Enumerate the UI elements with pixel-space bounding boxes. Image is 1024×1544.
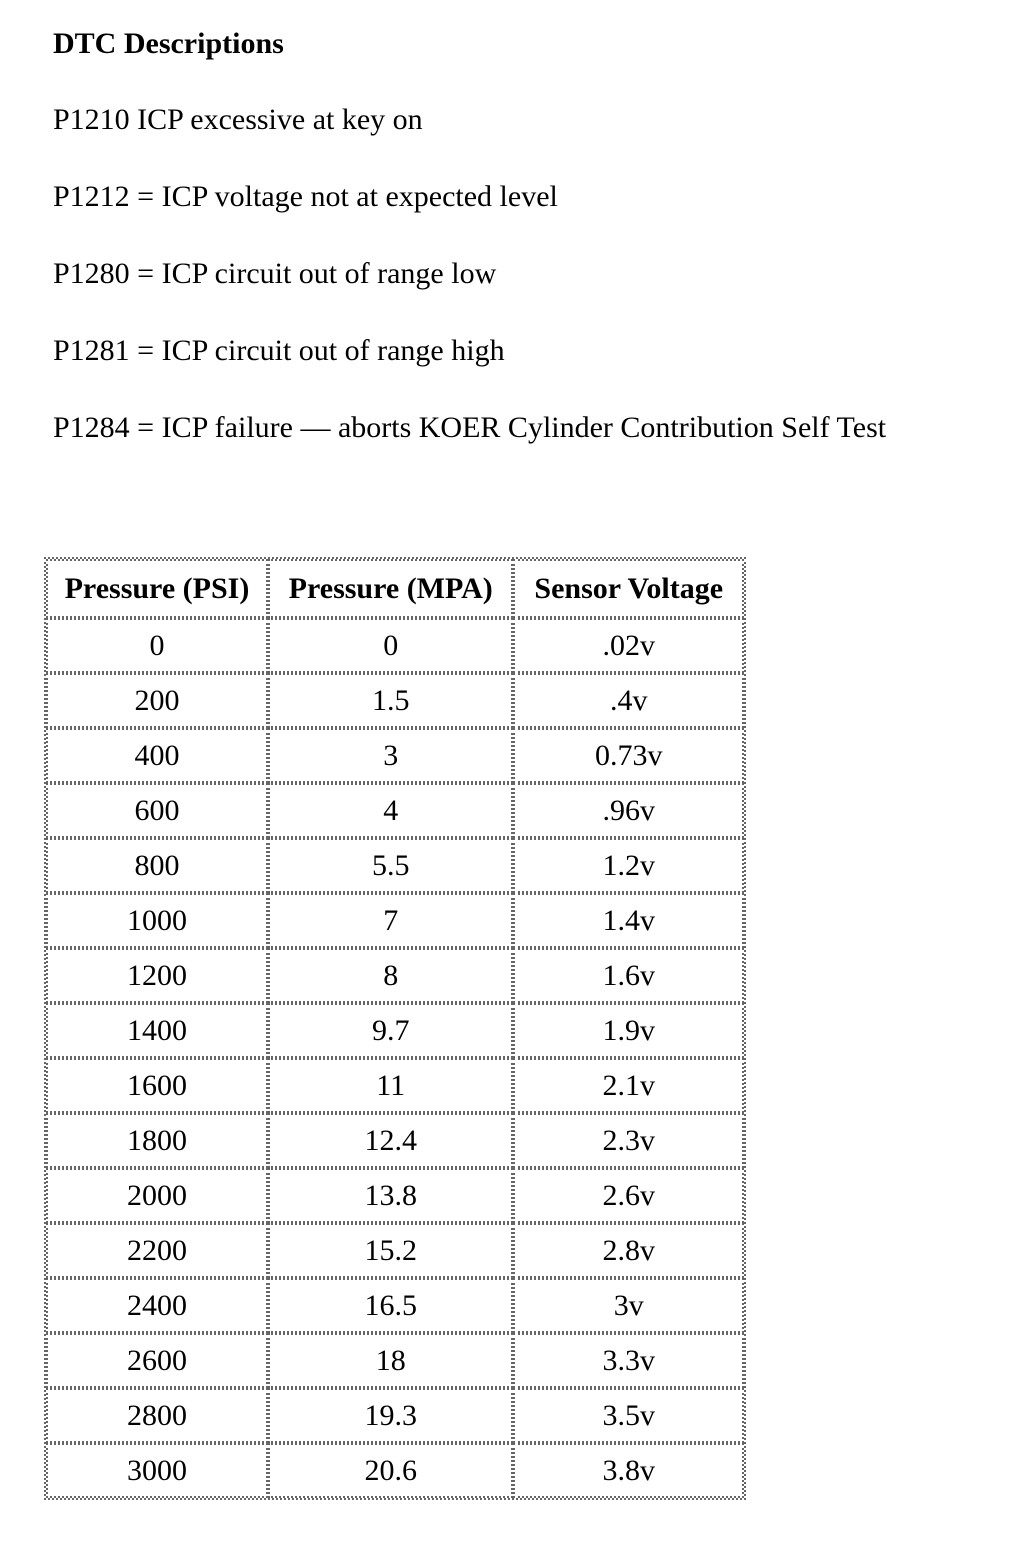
table-header-row: [46, 559, 744, 618]
cell-sensor-voltage: .02v: [513, 618, 744, 673]
cell-pressure-psi: 1200: [46, 948, 268, 1003]
cell-pressure-mpa: 7: [268, 893, 514, 948]
cell-pressure-mpa: 3: [268, 728, 514, 783]
header-pressure-mpa: Pressure (MPA): [268, 559, 514, 618]
dtc-line-p1281: P1281 = ICP circuit out of range high: [53, 334, 505, 367]
cell-pressure-mpa: 1.5: [268, 673, 514, 728]
cell-pressure-psi: 800: [46, 838, 268, 893]
cell-pressure-psi: 400: [46, 728, 268, 783]
cell-sensor-voltage: .96v: [513, 783, 744, 838]
table-row: [46, 1058, 744, 1113]
cell-pressure-mpa: 13.8: [268, 1168, 514, 1223]
cell-sensor-voltage: 1.2v: [513, 838, 744, 893]
table-row: [46, 948, 744, 1003]
cell-pressure-psi: 0: [46, 618, 268, 673]
table-body: [46, 618, 744, 1498]
cell-sensor-voltage: 1.6v: [513, 948, 744, 1003]
cell-pressure-mpa: 19.3: [268, 1388, 514, 1443]
cell-sensor-voltage: 3.3v: [513, 1333, 744, 1388]
cell-sensor-voltage: 2.3v: [513, 1113, 744, 1168]
table-row: [46, 1168, 744, 1223]
cell-pressure-mpa: 11: [268, 1058, 514, 1113]
cell-pressure-psi: 2800: [46, 1388, 268, 1443]
cell-pressure-psi: 3000: [46, 1443, 268, 1498]
table-row: [46, 1388, 744, 1443]
table-row: [46, 783, 744, 838]
cell-sensor-voltage: 3.8v: [513, 1443, 744, 1498]
table-row: [46, 838, 744, 893]
table-row: [46, 1333, 744, 1388]
dtc-line-p1212: P1212 = ICP voltage not at expected level: [53, 180, 558, 213]
cell-pressure-psi: 600: [46, 783, 268, 838]
table-row: [46, 893, 744, 948]
table-row: [46, 1113, 744, 1168]
header-pressure-psi: Pressure (PSI): [46, 559, 268, 618]
cell-pressure-psi: 1400: [46, 1003, 268, 1058]
cell-pressure-psi: 1600: [46, 1058, 268, 1113]
dtc-list: [53, 100, 886, 485]
dtc-line-p1280: P1280 = ICP circuit out of range low: [53, 257, 497, 290]
cell-pressure-mpa: 20.6: [268, 1443, 514, 1498]
dtc-line-p1284: P1284 = ICP failure — aborts KOER Cylinder Contribution Self Test: [53, 411, 887, 444]
table-row: [46, 1278, 744, 1333]
header-sensor-voltage: Sensor Voltage: [513, 559, 744, 618]
cell-sensor-voltage: 2.8v: [513, 1223, 744, 1278]
cell-pressure-mpa: 16.5: [268, 1278, 514, 1333]
cell-pressure-mpa: 18: [268, 1333, 514, 1388]
cell-pressure-psi: 1800: [46, 1113, 268, 1168]
pressure-voltage-table: [44, 557, 746, 1500]
cell-pressure-psi: 2600: [46, 1333, 268, 1388]
table-row: [46, 1443, 744, 1498]
table-row: [46, 1003, 744, 1058]
cell-pressure-psi: 2000: [46, 1168, 268, 1223]
table-row: [46, 673, 744, 728]
cell-pressure-psi: 1000: [46, 893, 268, 948]
cell-pressure-mpa: 9.7: [268, 1003, 514, 1058]
cell-pressure-psi: 200: [46, 673, 268, 728]
cell-sensor-voltage: 0.73v: [513, 728, 744, 783]
table-row: [46, 618, 744, 673]
cell-sensor-voltage: 2.1v: [513, 1058, 744, 1113]
cell-sensor-voltage: .4v: [513, 673, 744, 728]
cell-sensor-voltage: 2.6v: [513, 1168, 744, 1223]
cell-pressure-mpa: 15.2: [268, 1223, 514, 1278]
dtc-line-p1210: P1210 ICP excessive at key on: [53, 103, 423, 136]
cell-sensor-voltage: 3.5v: [513, 1388, 744, 1443]
cell-pressure-mpa: 4: [268, 783, 514, 838]
cell-pressure-psi: 2400: [46, 1278, 268, 1333]
cell-pressure-mpa: 12.4: [268, 1113, 514, 1168]
cell-pressure-mpa: 5.5: [268, 838, 514, 893]
table-row: [46, 1223, 744, 1278]
cell-pressure-mpa: 0: [268, 618, 514, 673]
cell-pressure-mpa: 8: [268, 948, 514, 1003]
cell-pressure-psi: 2200: [46, 1223, 268, 1278]
cell-sensor-voltage: 1.4v: [513, 893, 744, 948]
cell-sensor-voltage: 3v: [513, 1278, 744, 1333]
cell-sensor-voltage: 1.9v: [513, 1003, 744, 1058]
table-row: [46, 728, 744, 783]
page-title: DTC Descriptions: [53, 27, 284, 60]
